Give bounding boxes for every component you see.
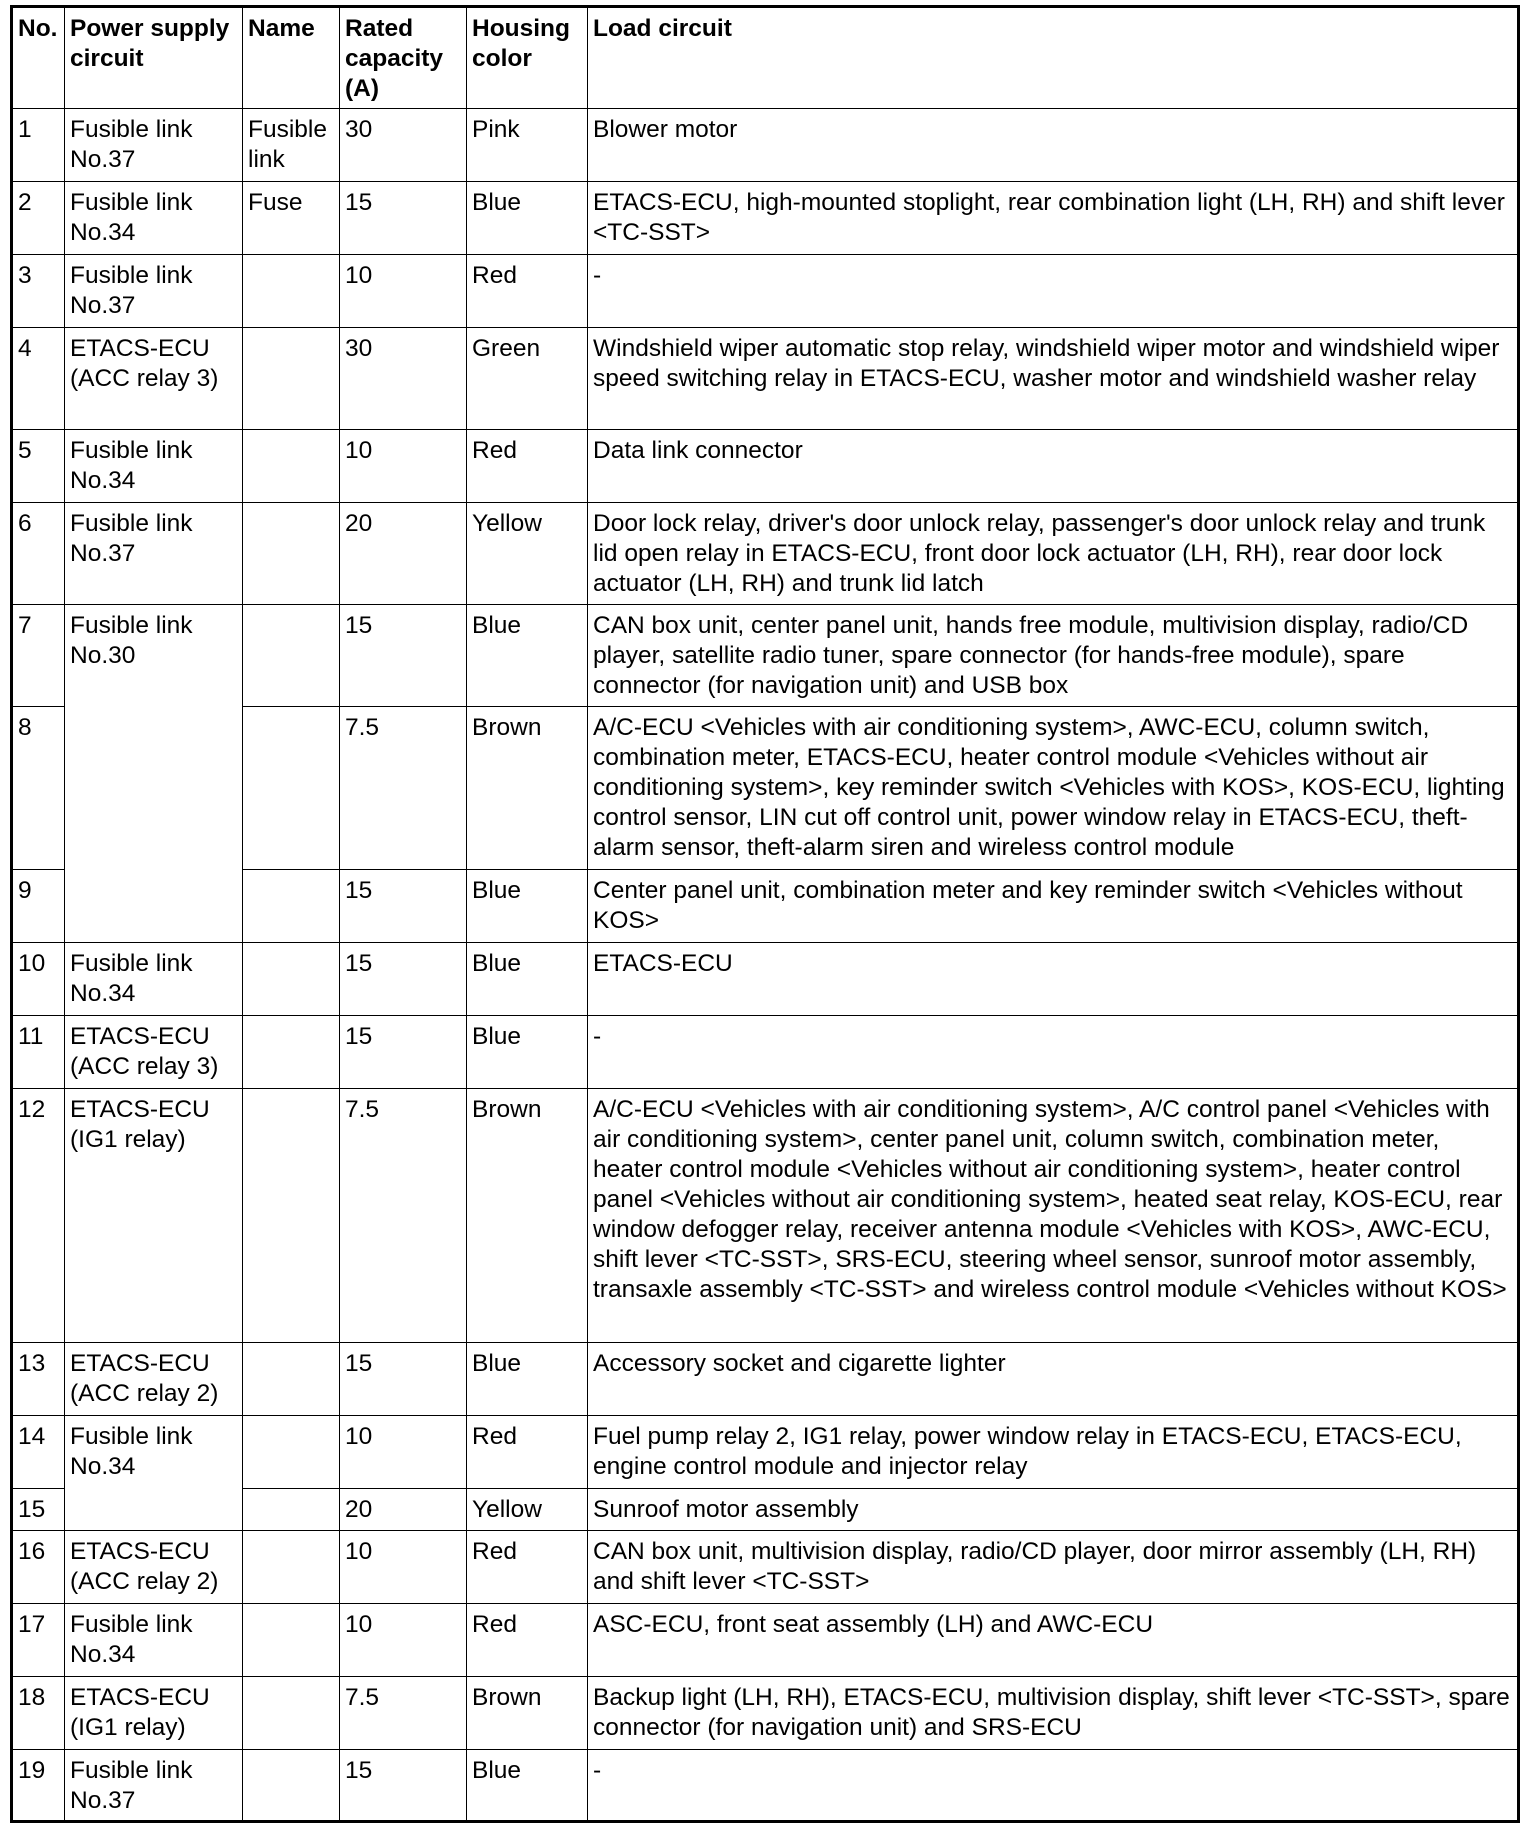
table-row (12, 1343, 1519, 1416)
cell-name (243, 1416, 340, 1489)
cell-load-circuit: - (588, 1750, 1519, 1822)
table-row (12, 1016, 1519, 1089)
cell-housing-color: Green (467, 328, 588, 430)
cell-no: 10 (12, 943, 65, 1016)
cell-load-circuit: - (588, 255, 1519, 328)
table-row (12, 430, 1519, 503)
cell-housing-color: Yellow (467, 1489, 588, 1531)
cell-rated: 15 (340, 1343, 467, 1416)
cell-rated: 10 (340, 1416, 467, 1489)
cell-load-circuit: Door lock relay, driver's door unlock relay, passenger's door unlock relay and trunk lid open relay in ETACS-ECU, front door lock actuator (LH, RH), rear door lock actuator (LH, RH) and trunk lid latch (588, 503, 1519, 605)
cell-rated: 10 (340, 1531, 467, 1604)
cell-load-circuit: ETACS-ECU, high-mounted stoplight, rear combination light (LH, RH) and shift lever <TC-SST> (588, 182, 1519, 255)
cell-name (243, 328, 340, 430)
cell-load-circuit: - (588, 1016, 1519, 1089)
cell-power-supply: Fusible link No.34 (65, 1416, 243, 1531)
cell-housing-color: Blue (467, 870, 588, 943)
cell-rated: 15 (340, 943, 467, 1016)
cell-name (243, 707, 340, 870)
cell-name: Fusible link (243, 109, 340, 182)
cell-housing-color: Blue (467, 1016, 588, 1089)
cell-housing-color: Red (467, 1604, 588, 1677)
cell-power-supply: ETACS-ECU (ACC relay 2) (65, 1343, 243, 1416)
header-load-circuit: Load circuit (588, 7, 1519, 109)
cell-power-supply: Fusible link No.30 (65, 605, 243, 943)
header-name: Name (243, 7, 340, 109)
cell-load-circuit: CAN box unit, center panel unit, hands free module, multivision display, radio/CD player, satellite radio tuner, spare connector (for hands-free module), spare connector (for navigation unit) and USB box (588, 605, 1519, 707)
cell-name (243, 1489, 340, 1531)
cell-housing-color: Blue (467, 1343, 588, 1416)
cell-name (243, 870, 340, 943)
cell-name (243, 1089, 340, 1343)
table-row (12, 1416, 1519, 1489)
cell-housing-color: Brown (467, 1089, 588, 1343)
table-row (12, 109, 1519, 182)
cell-no: 13 (12, 1343, 65, 1416)
cell-rated: 15 (340, 870, 467, 943)
cell-housing-color: Blue (467, 943, 588, 1016)
cell-housing-color: Red (467, 1416, 588, 1489)
cell-rated: 7.5 (340, 1677, 467, 1750)
cell-housing-color: Pink (467, 109, 588, 182)
cell-power-supply: Fusible link No.37 (65, 1750, 243, 1822)
cell-power-supply: ETACS-ECU (ACC relay 3) (65, 1016, 243, 1089)
header-housing-color: Housing color (467, 7, 588, 109)
cell-power-supply: Fusible link No.34 (65, 943, 243, 1016)
cell-name (243, 1677, 340, 1750)
cell-housing-color: Blue (467, 605, 588, 707)
cell-no: 11 (12, 1016, 65, 1089)
cell-name (243, 430, 340, 503)
table-row (12, 943, 1519, 1016)
cell-no: 14 (12, 1416, 65, 1489)
cell-no: 3 (12, 255, 65, 328)
cell-rated: 7.5 (340, 1089, 467, 1343)
cell-load-circuit: A/C-ECU <Vehicles with air conditioning system>, A/C control panel <Vehicles with air conditioning system>, center panel unit, column switch, combination meter, heater control module <Vehicles without air conditioning system>, heater control panel <Vehicles without air conditioning system>, heated seat relay, KOS-ECU, rear window defogger relay, receiver antenna module <Vehicles with KOS>, AWC-ECU, shift lever <TC-SST>, SRS-ECU, steering wheel sensor, sunroof motor assembly, transaxle assembly <TC-SST> and wireless control module <Vehicles without KOS> (588, 1089, 1519, 1343)
cell-housing-color: Blue (467, 1750, 588, 1822)
cell-load-circuit: CAN box unit, multivision display, radio/CD player, door mirror assembly (LH, RH) and shift lever <TC-SST> (588, 1531, 1519, 1604)
cell-no: 9 (12, 870, 65, 943)
cell-rated: 20 (340, 1489, 467, 1531)
cell-name (243, 1016, 340, 1089)
fuse-table-container (10, 5, 1517, 1814)
cell-name (243, 1343, 340, 1416)
cell-power-supply: Fusible link No.37 (65, 503, 243, 605)
cell-no: 15 (12, 1489, 65, 1531)
cell-load-circuit: ASC-ECU, front seat assembly (LH) and AWC-ECU (588, 1604, 1519, 1677)
cell-name: Fuse (243, 182, 340, 255)
cell-housing-color: Red (467, 430, 588, 503)
cell-no: 4 (12, 328, 65, 430)
cell-housing-color: Red (467, 255, 588, 328)
table-row (12, 605, 1519, 707)
cell-load-circuit: A/C-ECU <Vehicles with air conditioning system>, AWC-ECU, column switch, combination meter, ETACS-ECU, heater control module <Vehicles without air conditioning system>, key reminder switch <Vehicles with KOS>, KOS-ECU, lighting control sensor, LIN cut off control unit, power window relay in ETACS-ECU, theft-alarm sensor, theft-alarm siren and wireless control module (588, 707, 1519, 870)
fuse-table (10, 5, 1520, 1823)
table-header-row (12, 7, 1519, 109)
table-row (12, 182, 1519, 255)
header-no: No. (12, 7, 65, 109)
cell-name (243, 605, 340, 707)
cell-rated: 20 (340, 503, 467, 605)
cell-power-supply: ETACS-ECU (IG1 relay) (65, 1677, 243, 1750)
cell-no: 16 (12, 1531, 65, 1604)
table-row (12, 1677, 1519, 1750)
cell-no: 12 (12, 1089, 65, 1343)
cell-rated: 30 (340, 328, 467, 430)
cell-power-supply: Fusible link No.37 (65, 255, 243, 328)
table-row (12, 1750, 1519, 1822)
cell-no: 1 (12, 109, 65, 182)
cell-rated: 7.5 (340, 707, 467, 870)
cell-power-supply: Fusible link No.34 (65, 1604, 243, 1677)
header-power-supply-circuit: Power supply circuit (65, 7, 243, 109)
cell-rated: 15 (340, 1750, 467, 1822)
cell-housing-color: Brown (467, 1677, 588, 1750)
cell-rated: 15 (340, 182, 467, 255)
cell-power-supply: ETACS-ECU (IG1 relay) (65, 1089, 243, 1343)
cell-load-circuit: Center panel unit, combination meter and key reminder switch <Vehicles without KOS> (588, 870, 1519, 943)
cell-power-supply: Fusible link No.34 (65, 182, 243, 255)
cell-power-supply: ETACS-ECU (ACC relay 3) (65, 328, 243, 430)
cell-name (243, 1531, 340, 1604)
cell-rated: 10 (340, 255, 467, 328)
table-row (12, 503, 1519, 605)
cell-power-supply: Fusible link No.37 (65, 109, 243, 182)
cell-housing-color: Yellow (467, 503, 588, 605)
cell-name (243, 943, 340, 1016)
header-rated-capacity: Rated capacity (A) (340, 7, 467, 109)
cell-load-circuit: Sunroof motor assembly (588, 1489, 1519, 1531)
cell-load-circuit: Fuel pump relay 2, IG1 relay, power window relay in ETACS-ECU, ETACS-ECU, engine control module and injector relay (588, 1416, 1519, 1489)
cell-name (243, 1750, 340, 1822)
cell-name (243, 255, 340, 328)
cell-rated: 15 (340, 605, 467, 707)
cell-rated: 10 (340, 430, 467, 503)
cell-power-supply: Fusible link No.34 (65, 430, 243, 503)
cell-no: 18 (12, 1677, 65, 1750)
cell-name (243, 503, 340, 605)
table-row (12, 1604, 1519, 1677)
cell-load-circuit: Accessory socket and cigarette lighter (588, 1343, 1519, 1416)
cell-no: 19 (12, 1750, 65, 1822)
cell-load-circuit: Windshield wiper automatic stop relay, windshield wiper motor and windshield wiper speed switching relay in ETACS-ECU, washer motor and windshield washer relay (588, 328, 1519, 430)
cell-housing-color: Brown (467, 707, 588, 870)
cell-load-circuit: Data link connector (588, 430, 1519, 503)
cell-housing-color: Red (467, 1531, 588, 1604)
cell-housing-color: Blue (467, 182, 588, 255)
table-row (12, 1089, 1519, 1343)
cell-no: 8 (12, 707, 65, 870)
cell-rated: 15 (340, 1016, 467, 1089)
table-row (12, 1531, 1519, 1604)
table-row (12, 328, 1519, 430)
cell-load-circuit: ETACS-ECU (588, 943, 1519, 1016)
cell-no: 17 (12, 1604, 65, 1677)
cell-no: 7 (12, 605, 65, 707)
cell-name (243, 1604, 340, 1677)
cell-no: 2 (12, 182, 65, 255)
cell-no: 6 (12, 503, 65, 605)
cell-load-circuit: Blower motor (588, 109, 1519, 182)
cell-rated: 10 (340, 1604, 467, 1677)
cell-power-supply: ETACS-ECU (ACC relay 2) (65, 1531, 243, 1604)
cell-load-circuit: Backup light (LH, RH), ETACS-ECU, multivision display, shift lever <TC-SST>, spare connector (for navigation unit) and SRS-ECU (588, 1677, 1519, 1750)
cell-rated: 30 (340, 109, 467, 182)
cell-no: 5 (12, 430, 65, 503)
table-row (12, 255, 1519, 328)
